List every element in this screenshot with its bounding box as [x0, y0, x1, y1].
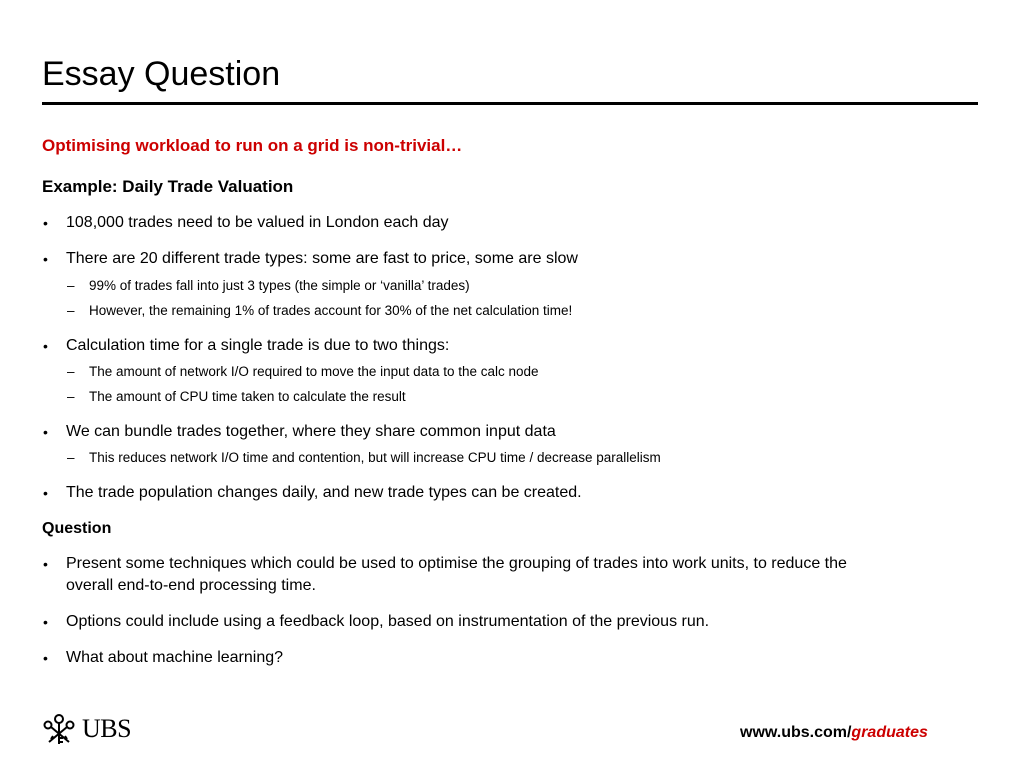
title-divider: [42, 102, 978, 105]
sub-list-item: The amount of network I/O required to move the input data to the calc node: [89, 364, 539, 379]
slide-title: Essay Question: [42, 55, 281, 93]
bullet-icon: •: [43, 424, 48, 440]
dash-icon: –: [67, 364, 75, 379]
dash-icon: –: [67, 450, 75, 465]
sub-list-item: The amount of CPU time taken to calculate the result: [89, 389, 406, 404]
list-item: We can bundle trades together, where they share common input data: [66, 423, 556, 440]
question-item: What about machine learning?: [66, 649, 284, 666]
dash-icon: –: [67, 303, 75, 318]
question-item: Options could include using a feedback loop, based on instrumentation of the previous run.: [66, 613, 710, 630]
dash-icon: –: [67, 278, 75, 293]
bullet-icon: •: [43, 485, 48, 501]
footer-link[interactable]: [740, 722, 928, 744]
footer-url-prefix: www.ubs.com/: [740, 724, 852, 741]
bullet-icon: •: [43, 650, 48, 666]
bullet-icon: •: [43, 614, 48, 630]
bullet-icon: •: [43, 215, 48, 231]
list-item: 108,000 trades need to be valued in London each day: [66, 214, 449, 231]
ubs-keys-icon: [42, 712, 76, 746]
bullet-icon: •: [43, 556, 48, 572]
list-item: There are 20 different trade types: some are fast to price, some are slow: [66, 250, 578, 267]
list-item: Calculation time for a single trade is due to two things:: [66, 337, 450, 354]
sub-list-item: This reduces network I/O time and contention, but will increase CPU time / decrease parallelism: [89, 450, 661, 465]
question-item-line2: overall end-to-end processing time.: [66, 577, 316, 594]
ubs-logo: [42, 712, 131, 746]
sub-list-item: However, the remaining 1% of trades account for 30% of the net calculation time!: [89, 303, 573, 318]
slide-subtitle: Optimising workload to run on a grid is non-trivial…: [42, 136, 463, 155]
footer-url-suffix: graduates: [851, 724, 928, 741]
bullet-icon: •: [43, 251, 48, 267]
sub-list-item: 99% of trades fall into just 3 types (the simple or ‘vanilla’ trades): [89, 278, 470, 293]
dash-icon: –: [67, 389, 75, 404]
list-item: The trade population changes daily, and new trade types can be created.: [66, 484, 582, 501]
question-item-line1: Present some techniques which could be used to optimise the grouping of trades into work units, to reduce the: [66, 555, 847, 572]
ubs-wordmark: UBS: [82, 714, 132, 743]
bullet-icon: •: [43, 338, 48, 354]
question-heading: Question: [42, 520, 112, 537]
example-heading: Example: Daily Trade Valuation: [42, 177, 294, 196]
